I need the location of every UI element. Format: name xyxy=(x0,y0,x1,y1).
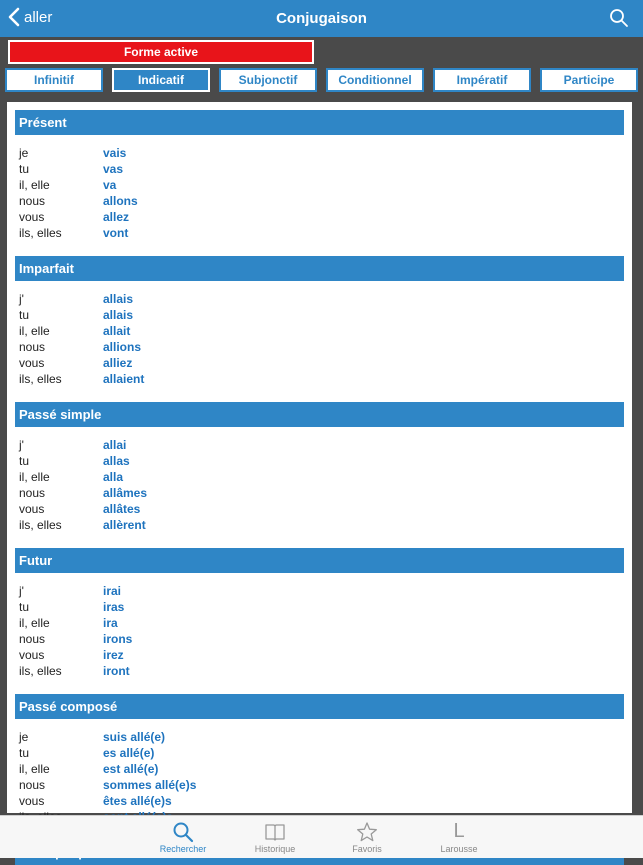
pronoun: nous xyxy=(19,194,46,208)
verb-form[interactable]: irai xyxy=(103,584,122,598)
book-icon xyxy=(264,821,286,843)
tab-bar-item-larousse[interactable] xyxy=(414,816,504,858)
verb-form[interactable]: allez xyxy=(103,210,130,224)
verb-form[interactable]: es allé(e) xyxy=(103,746,155,760)
pronoun: ils, elles xyxy=(19,664,62,678)
pronoun: nous xyxy=(19,632,46,646)
conjugation-panel[interactable] xyxy=(7,102,632,813)
verb-form[interactable]: allais xyxy=(103,308,134,322)
pronoun: vous xyxy=(19,210,45,224)
conjugation-row xyxy=(15,663,624,679)
pronoun: je xyxy=(19,730,29,744)
navigation-bar xyxy=(0,0,643,37)
tense-heading: Passé composé xyxy=(15,694,624,719)
tense-heading: Futur xyxy=(15,548,624,573)
conjugation-row xyxy=(15,371,624,387)
conjugation-row xyxy=(15,323,624,339)
verb-form[interactable]: sommes allé(e)s xyxy=(103,778,197,792)
pronoun: il, elle xyxy=(19,470,50,484)
conjugation-row xyxy=(15,615,624,631)
verb-form[interactable]: iras xyxy=(103,600,125,614)
verb-form[interactable]: allâmes xyxy=(103,486,148,500)
mood-tabs xyxy=(0,65,643,95)
conjugation-row xyxy=(15,761,624,777)
tab-bar-label: Rechercher xyxy=(159,844,207,854)
pronoun: il, elle xyxy=(19,324,50,338)
conjugation-row xyxy=(15,161,624,177)
verb-form[interactable]: êtes allé(e)s xyxy=(103,794,172,808)
tab-bar-item-favoris[interactable] xyxy=(322,816,412,858)
tab-conditionnel[interactable]: Conditionnel xyxy=(326,68,424,92)
pronoun: vous xyxy=(19,502,45,516)
tab-indicatif[interactable]: Indicatif xyxy=(112,68,210,92)
search-icon xyxy=(172,821,194,843)
pronoun: tu xyxy=(19,600,30,614)
star-icon xyxy=(356,821,378,843)
pronoun: nous xyxy=(19,340,46,354)
voice-bar xyxy=(0,37,643,65)
tab-bar-label: Larousse xyxy=(440,844,478,854)
conjugation-row xyxy=(15,599,624,615)
pronoun: il, elle xyxy=(19,762,50,776)
verb-form[interactable]: alla xyxy=(103,470,124,484)
pronoun: je xyxy=(19,146,29,160)
pronoun: nous xyxy=(19,778,46,792)
pronoun: il, elle xyxy=(19,616,50,630)
pronoun: tu xyxy=(19,308,30,322)
conjugation-row xyxy=(15,485,624,501)
tense-section xyxy=(15,110,624,248)
conjugation-row xyxy=(15,517,624,533)
tab-bar-item-rechercher[interactable] xyxy=(138,816,228,858)
conjugation-row xyxy=(15,453,624,469)
conjugation-row xyxy=(15,777,624,793)
verb-form[interactable]: vont xyxy=(103,226,129,240)
verb-form[interactable]: allait xyxy=(103,324,131,338)
verb-form[interactable]: irons xyxy=(103,632,133,646)
conjugation-row xyxy=(15,631,624,647)
tab-infinitif[interactable]: Infinitif xyxy=(5,68,103,92)
pronoun: ils, elles xyxy=(19,372,62,386)
conjugation-row xyxy=(15,745,624,761)
pronoun: nous xyxy=(19,486,46,500)
conjugation-row xyxy=(15,145,624,161)
conjugation-row xyxy=(15,793,624,809)
tense-section xyxy=(15,402,624,540)
verb-form[interactable]: allions xyxy=(103,340,142,354)
voice-selector[interactable]: Forme active xyxy=(8,40,314,64)
conjugation-row xyxy=(15,193,624,209)
conjugation-row xyxy=(15,583,624,599)
larousse-l-icon: L xyxy=(453,820,465,842)
page-title: Conjugaison xyxy=(276,10,367,27)
tense-heading: Imparfait xyxy=(15,256,624,281)
tense-section xyxy=(15,256,624,394)
verb-form[interactable]: allas xyxy=(103,454,130,468)
verb-form[interactable]: iront xyxy=(103,664,130,678)
tab-participe[interactable]: Participe xyxy=(540,68,638,92)
conjugation-row xyxy=(15,355,624,371)
tense-heading: Passé simple xyxy=(15,402,624,427)
verb-form[interactable]: allons xyxy=(103,194,138,208)
conjugation-row xyxy=(15,177,624,193)
pronoun: ils, elles xyxy=(19,226,62,240)
verb-form[interactable]: vas xyxy=(103,162,124,176)
verb-form[interactable]: allaient xyxy=(103,372,145,386)
pronoun: il, elle xyxy=(19,178,50,192)
pronoun: tu xyxy=(19,162,30,176)
tab-bar-label: Historique xyxy=(254,844,296,854)
conjugation-row xyxy=(15,291,624,307)
back-label: aller xyxy=(24,8,53,26)
verb-form[interactable]: allais xyxy=(103,292,134,306)
conjugation-row xyxy=(15,225,624,241)
tense-section xyxy=(15,694,624,832)
pronoun: vous xyxy=(19,648,45,662)
pronoun: j' xyxy=(19,584,24,598)
tab-impératif[interactable]: Impératif xyxy=(433,68,531,92)
verb-form[interactable]: allai xyxy=(103,438,127,452)
pronoun: tu xyxy=(19,454,30,468)
conjugation-row xyxy=(15,437,624,453)
verb-form[interactable]: est allé(e) xyxy=(103,762,159,776)
pronoun: vous xyxy=(19,794,45,808)
verb-form[interactable]: vais xyxy=(103,146,127,160)
conjugation-row xyxy=(15,339,624,355)
pronoun: ils, elles xyxy=(19,518,62,532)
pronoun: vous xyxy=(19,356,45,370)
tab-bar xyxy=(0,815,643,858)
pronoun: j' xyxy=(19,438,24,452)
pronoun: j' xyxy=(19,292,24,306)
verb-form[interactable]: suis allé(e) xyxy=(103,730,166,744)
tense-section xyxy=(15,548,624,686)
verb-form[interactable]: irez xyxy=(103,648,124,662)
verb-form[interactable]: ira xyxy=(103,616,118,630)
tab-subjonctif[interactable]: Subjonctif xyxy=(219,68,317,92)
pronoun: tu xyxy=(19,746,30,760)
verb-form[interactable]: alliez xyxy=(103,356,133,370)
conjugation-row xyxy=(15,647,624,663)
conjugation-row xyxy=(15,469,624,485)
verb-form[interactable]: allâtes xyxy=(103,502,141,516)
search-icon[interactable] xyxy=(609,8,629,28)
conjugation-row xyxy=(15,501,624,517)
tense-heading: Présent xyxy=(15,110,624,135)
conjugation-row xyxy=(15,729,624,745)
tab-bar-label: Favoris xyxy=(352,844,382,854)
verb-form[interactable]: va xyxy=(103,178,117,192)
conjugation-row xyxy=(15,209,624,225)
verb-form[interactable]: allèrent xyxy=(103,518,146,532)
conjugation-row xyxy=(15,307,624,323)
tab-bar-item-historique[interactable] xyxy=(230,816,320,858)
